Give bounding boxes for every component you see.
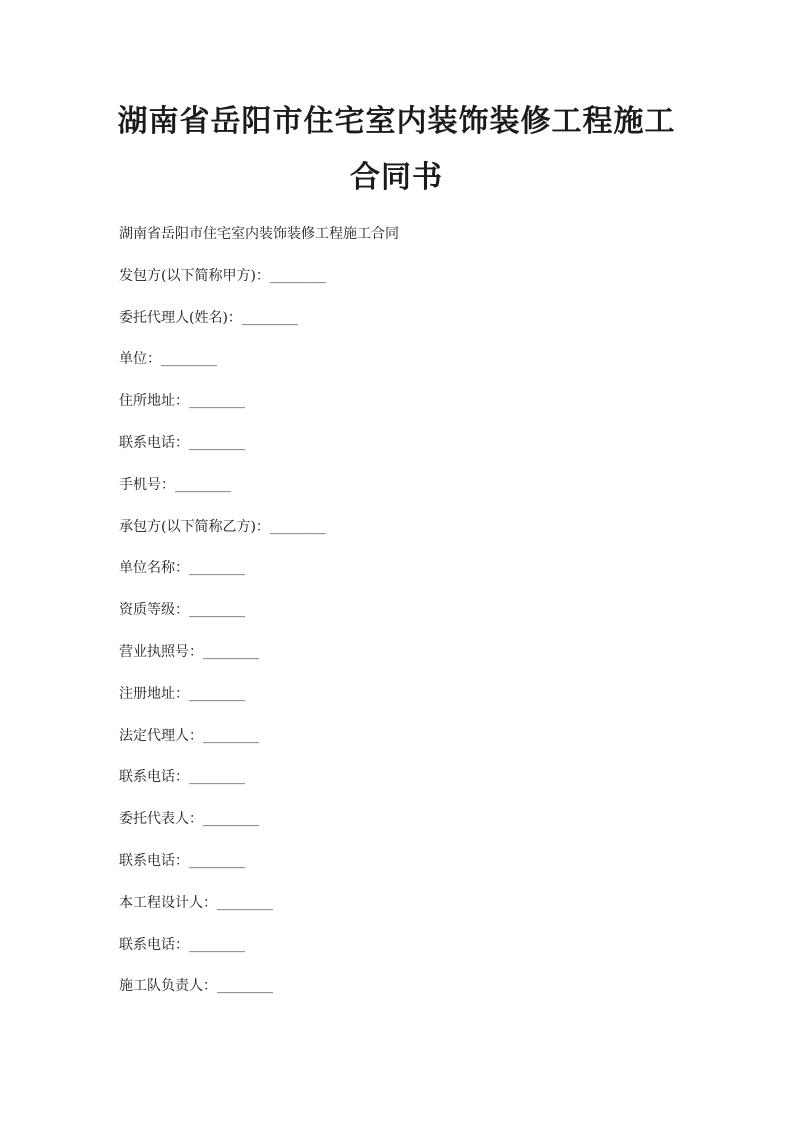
party-b-delegate-line: 委托代表人：________ (119, 811, 259, 828)
designer-line: 本工程设计人：________ (119, 894, 273, 911)
party-a-phone-line: 联系电话：________ (119, 434, 245, 451)
party-a-line: 发包方(以下简称甲方)：________ (119, 267, 326, 284)
party-b-registered-address-line: 注册地址：________ (119, 685, 245, 702)
crew-leader-line: 施工队负责人：________ (119, 978, 273, 995)
contract-name-line: 湖南省岳阳市住宅室内装饰装修工程施工合同 (119, 226, 399, 242)
party-b-license-line: 营业执照号：________ (119, 643, 259, 660)
document-title-line-1: 湖南省岳阳市住宅室内装饰装修工程施工 (117, 104, 676, 139)
party-b-legal-rep-phone-line: 联系电话：________ (119, 769, 245, 786)
party-a-mobile-line: 手机号：________ (119, 476, 231, 493)
party-b-delegate-phone-line: 联系电话：________ (119, 852, 245, 869)
designer-phone-line: 联系电话：________ (119, 936, 245, 953)
party-a-unit-line: 单位：________ (119, 351, 217, 368)
party-a-agent-line: 委托代理人(姓名)：________ (119, 309, 298, 326)
party-b-legal-rep-line: 法定代理人：________ (119, 727, 259, 744)
document-title-line-2: 合同书 (350, 160, 443, 195)
party-a-address-line: 住所地址：________ (119, 393, 245, 410)
party-b-unit-name-line: 单位名称：________ (119, 560, 245, 577)
party-b-qualification-line: 资质等级：________ (119, 602, 245, 619)
contract-fields (119, 224, 719, 1018)
party-b-line: 承包方(以下简称乙方)：________ (119, 518, 326, 535)
